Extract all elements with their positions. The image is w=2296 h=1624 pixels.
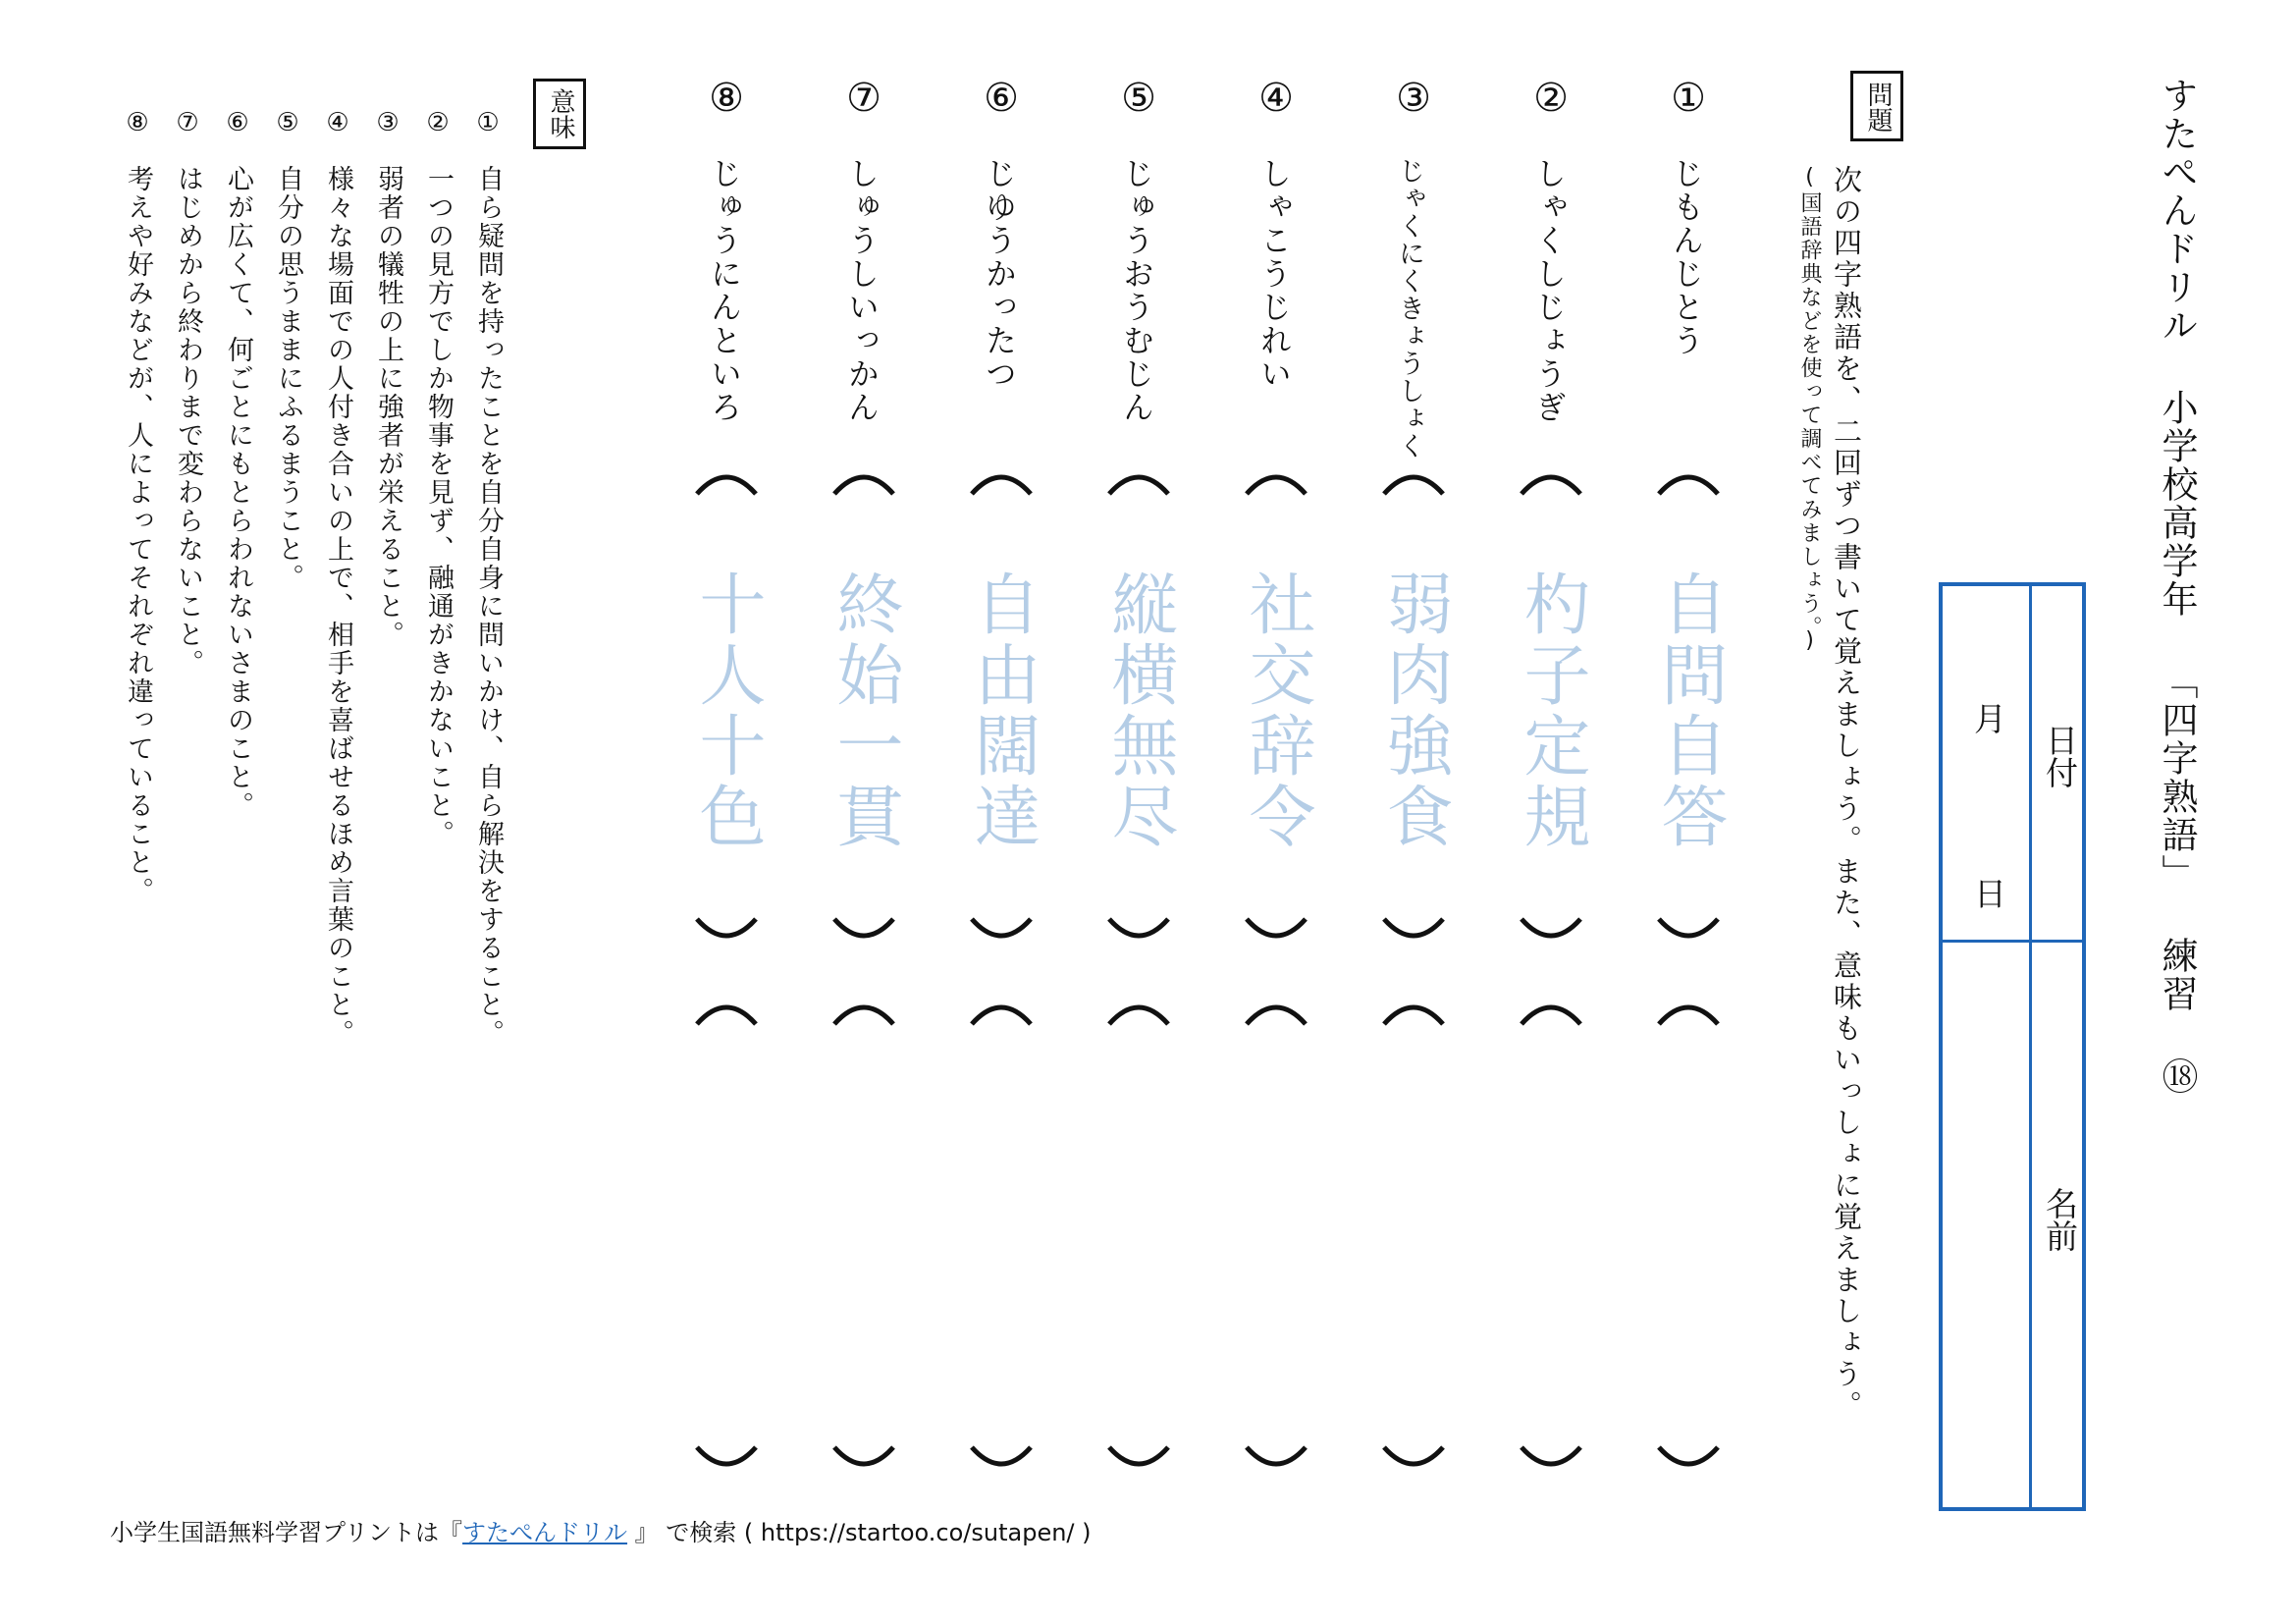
meaning-item-7 xyxy=(171,110,204,1092)
problem-number: ⑤ xyxy=(1121,76,1156,121)
month-label: 月 xyxy=(1969,702,2007,734)
answer-bracket-close-2 xyxy=(1380,1443,1447,1475)
problem-column-5 xyxy=(1099,76,1178,1492)
problem-number: ③ xyxy=(1396,76,1431,121)
answer-bracket-open-1 xyxy=(1655,466,1722,498)
meaning-text: 様々な場面での人付き合いの上で、相手を喜ばせるほめ言葉のこと。 xyxy=(323,165,353,1048)
answer-bracket-close-1 xyxy=(1518,915,1584,947)
problem-kanji-trace: 杓子定規 xyxy=(1513,569,1590,852)
answer-bracket-close-1 xyxy=(968,915,1035,947)
meaning-number: ⑤ xyxy=(276,108,299,137)
meaning-text: 自分の思うままにふるまうこと。 xyxy=(273,165,303,592)
answer-bracket-open-2 xyxy=(693,997,760,1028)
answer-bracket-close-1 xyxy=(1105,915,1172,947)
answer-bracket-open-1 xyxy=(830,466,897,498)
mondai-label: 問題 xyxy=(1850,71,1903,141)
meaning-text: はじめから終わりまで変わらないこと。 xyxy=(173,165,203,677)
day-label: 日 xyxy=(1969,877,2007,909)
answer-bracket-close-2 xyxy=(830,1443,897,1475)
meaning-text: 考えや好みなどが、人によってそれぞれ違っていること。 xyxy=(123,165,153,905)
box-divider-vertical xyxy=(2029,586,2032,1507)
meaning-number: ① xyxy=(476,108,500,137)
problem-number: ② xyxy=(1533,76,1569,121)
problem-reading: しゃくしじょうぎ xyxy=(1530,157,1568,424)
footer-link[interactable]: すたぺんドリル xyxy=(462,1519,628,1546)
answer-bracket-open-1 xyxy=(968,466,1035,498)
meaning-item-2 xyxy=(421,110,454,1092)
answer-bracket-open-1 xyxy=(1243,466,1309,498)
problem-kanji-trace: 終始一貫 xyxy=(826,569,903,852)
answer-bracket-close-2 xyxy=(1243,1443,1309,1475)
answer-bracket-close-1 xyxy=(830,915,897,947)
answer-bracket-open-2 xyxy=(1243,997,1309,1028)
meaning-number: ② xyxy=(426,108,450,137)
problem-reading: じゆうかったつ xyxy=(981,157,1018,391)
box-divider-horizontal xyxy=(1943,940,2082,943)
meaning-item-3 xyxy=(371,110,404,1092)
worksheet-title: すたぺんドリル 小学校高学年 「四字熟語」 練習 ⑱ xyxy=(2156,77,2198,1096)
answer-bracket-open-2 xyxy=(1655,997,1722,1028)
meaning-item-4 xyxy=(321,110,354,1092)
problem-kanji-trace: 十人十色 xyxy=(688,569,766,852)
answer-bracket-open-1 xyxy=(1518,466,1584,498)
name-label: 名前 xyxy=(2041,1187,2079,1252)
answer-bracket-open-1 xyxy=(1105,466,1172,498)
meaning-text: 自ら疑問を持ったことを自分自身に問いかけ、自ら解決をすること。 xyxy=(473,165,504,1048)
problem-reading: じゅうにんといろ xyxy=(706,157,743,424)
problem-number: ① xyxy=(1671,76,1706,121)
meaning-item-8 xyxy=(121,110,154,1092)
problem-column-4 xyxy=(1237,76,1315,1492)
problem-number: ⑥ xyxy=(984,76,1019,121)
problem-kanji-trace: 自由闊達 xyxy=(963,569,1041,852)
answer-bracket-close-2 xyxy=(1105,1443,1172,1475)
answer-bracket-close-2 xyxy=(1655,1443,1722,1475)
meaning-text: 一つの見方でしか物事を見ず、融通がきかないこと。 xyxy=(423,165,454,848)
instruction-text: 次の四字熟語を、二回ずつ書いて覚えましょう。また、意味もいっしょに覚えましょう。 xyxy=(1830,165,1863,1422)
problem-reading: しゅうしいっかん xyxy=(843,157,881,424)
meaning-label: 意味 xyxy=(533,79,586,149)
problem-number: ⑦ xyxy=(846,76,881,121)
problem-number: ④ xyxy=(1258,76,1294,121)
meaning-item-1 xyxy=(471,110,505,1092)
date-name-box xyxy=(1939,582,2086,1511)
answer-bracket-close-2 xyxy=(693,1443,760,1475)
answer-bracket-open-2 xyxy=(968,997,1035,1028)
problem-column-2 xyxy=(1512,76,1590,1492)
problem-column-1 xyxy=(1649,76,1728,1492)
answer-bracket-open-2 xyxy=(1518,997,1584,1028)
answer-bracket-close-2 xyxy=(1518,1443,1584,1475)
instruction-note: (国語辞典などを使って調べてみましょう。) xyxy=(1797,165,1822,655)
problem-kanji-trace: 弱肉強食 xyxy=(1375,569,1453,852)
answer-bracket-open-1 xyxy=(1380,466,1447,498)
meaning-number: ⑦ xyxy=(176,108,199,137)
meaning-text: 心が広くて、何ごとにもとらわれないさまのこと。 xyxy=(223,165,253,820)
answer-bracket-close-1 xyxy=(1243,915,1309,947)
meaning-number: ③ xyxy=(376,108,400,137)
problem-reading: しゃこうじれい xyxy=(1255,157,1293,391)
answer-bracket-open-1 xyxy=(693,466,760,498)
answer-bracket-open-2 xyxy=(830,997,897,1028)
answer-bracket-close-1 xyxy=(1380,915,1447,947)
problem-column-3 xyxy=(1374,76,1453,1492)
meaning-number: ⑥ xyxy=(226,108,249,137)
meaning-item-5 xyxy=(271,110,304,1092)
footer xyxy=(110,1521,1092,1544)
problem-kanji-trace: 社交辞令 xyxy=(1238,569,1315,852)
meaning-text: 弱者の犠牲の上に強者が栄えること。 xyxy=(373,165,403,649)
meaning-number: ④ xyxy=(326,108,349,137)
problem-column-6 xyxy=(962,76,1041,1492)
meaning-number: ⑧ xyxy=(126,108,149,137)
problem-kanji-trace: 縦横無尽 xyxy=(1100,569,1178,852)
date-label: 日付 xyxy=(2041,724,2079,788)
problem-reading: じゃくにくきょうしょく xyxy=(1394,157,1424,460)
answer-bracket-open-2 xyxy=(1105,997,1172,1028)
problem-kanji-trace: 自問自答 xyxy=(1650,569,1728,852)
footer-prefix: 小学生国語無料学習プリントは『 xyxy=(110,1519,463,1546)
answer-bracket-close-2 xyxy=(968,1443,1035,1475)
problem-column-7 xyxy=(825,76,903,1492)
problem-reading: じもんじとう xyxy=(1668,157,1705,357)
problem-column-8 xyxy=(687,76,766,1492)
answer-bracket-close-1 xyxy=(693,915,760,947)
answer-bracket-close-1 xyxy=(1655,915,1722,947)
problem-reading: じゅうおうむじん xyxy=(1118,157,1155,424)
answer-bracket-open-2 xyxy=(1380,997,1447,1028)
meaning-item-6 xyxy=(221,110,254,1092)
footer-suffix: 』 で検索 ( https://startoo.co/sutapen/ ) xyxy=(627,1519,1092,1546)
problem-number: ⑧ xyxy=(709,76,744,121)
